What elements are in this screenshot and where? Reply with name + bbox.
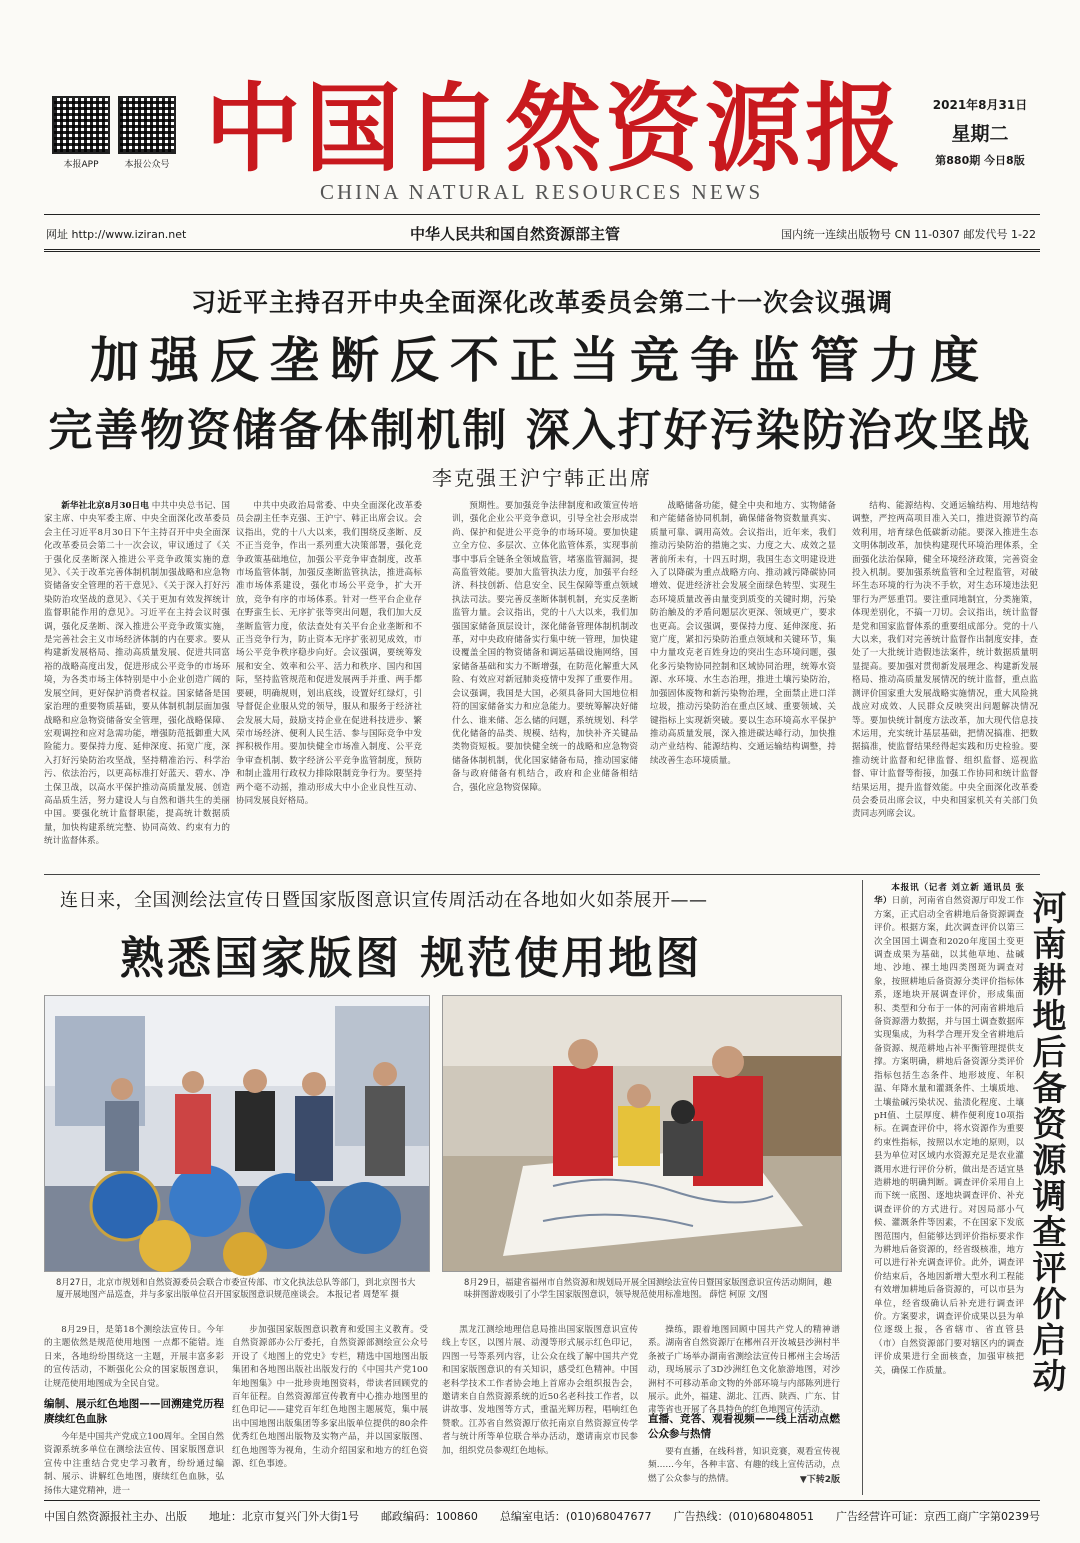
feature-photo-2 — [442, 995, 842, 1272]
sponsor-line: 中华人民共和国自然资源部主管 — [410, 225, 621, 243]
photo-bookstore-globes — [45, 996, 429, 1271]
feature-subhead-1: 编制、展示红色地图——回溯建党历程赓续红色血脉 — [44, 1398, 224, 1426]
photo-map-puzzle-activity — [443, 996, 841, 1271]
photo-2-caption: 8月29日，福建省福州市自然资源和规划局开展全国测绘法宣传日暨国家版图意识宣传活动期间，趣味拼图游戏吸引了小学生国家版图意识，领导规范使用标准地图。 薛恺 柯原 文/图 — [464, 1277, 832, 1299]
feature-headline: 熟悉国家版图 规范使用地图 — [120, 933, 703, 984]
footer-address: 地址：北京市复兴门外大街1号 — [208, 1510, 359, 1523]
lead-dateline: 新华社北京8月30日电 — [61, 501, 149, 511]
lead-subheadline: 李克强王沪宁韩正出席 — [432, 466, 652, 490]
newspaper-title: 中国自然资源报 — [205, 72, 905, 185]
issue-number: 第880期 今日8版 — [935, 154, 1025, 167]
feature-column-3: 黑龙江测绘地理信息局推出国家版图意识宣传线上专区，以图片展、动漫等形式展示红色印记，四图一号等系列内容，让公众在线了解中国共产党和国家版图意识的有关知识，感受红色精神。中国老科学技术工作者协会地上首席办会组织报告会，邀请来自自然资源系统的近50名老科技工作者，以讲故事、发地图等方式，重温光辉历程，唱响红色赞歌。江苏省自然资源厅依托南京自然资源宣传学者与统计所等单位联合举办活动，邀请南京市民参加，组织党员参观红色地标。 — [442, 1325, 638, 1456]
footer-ad-license: 广告经营许可证：京西工商广字第0239号 — [836, 1510, 1040, 1523]
continued-on-page-2[interactable]: ▼下转2版 — [799, 1475, 840, 1485]
footer-postcode: 邮政编码：100860 — [380, 1510, 478, 1523]
serial-number: 国内统一连续出版物号 CN 11-0307 邮发代号 1-22 — [781, 228, 1036, 241]
lead-column-2: 中共中央政治局常委、中央全面深化改革委员会副主任李克强、王沪宁、韩正出席会议。会议指出，党的十八大以来，我们围绕反垄断、反不正当竞争，作出一系列重大决策部署，强化竞争政策基础地位，加强公平竞争审查制度，改革市场监管体制，加强反垄断监管执法，推进高标准市场体系建设，强化市场公平竞争，扩大开放，竞争有序的市场体系。针对一些平台企业存在野蛮生长、无序扩张等突出问题，我们加大反垄断监管力度，依法查处有关平台企业垄断和不正当竞争行为，防止资本无序扩张初见成效，市场公平竞争秩序稳步向好。会议强调，要统筹发展和安全、效率和公平、活力和秩序、国内和国际，坚持监管规范和促进发展两手并重、两手都要硬，明确规则，划出底线，设置好红绿灯，引导督促企业服从党的领导，服从和服务于经济社会发展大局，鼓励支持企业在促进科技进步、繁荣市场经济、便利人民生活、参与国际竞争中发挥积极作用。要加快健全市场准入制度、公平竞争审查机制、数字经济公平竞争监管制度，预防和制止滥用行政权力排除限制竞争行为。要坚持两个毫不动摇，推动形成大中小企业良性互动、协同发展良好格局。 — [236, 501, 422, 806]
footer-rule — [44, 1500, 1040, 1501]
issue-date: 2021年8月31日 — [932, 98, 1028, 112]
qr-code-app[interactable] — [52, 96, 110, 154]
feature-column-4: 操练，跟着地图回顾中国共产党人的精神谱系。湖南省自然资源厅在郴州召开汝城县沙洲村半条被子广场举办湖南省测绘法宣传日郴州主会场活动，现场展示了3D沙洲红色文化旅游地图，对沙洲村不可移动革命文物的外部环境与内部陈列进行展示。此外，福建、湖北、江西、陕西、广东、甘肃等省也开展了各具特色的红色地图宣传活动。 直播、竞答、观看视频——线上活动点燃公众参与热情 要有直播，在线科普，知识竞赛，观看宣传视频……今年，各种丰富、有趣的线上宣传活动，点燃了公众参与的热情。 ▼下转2版 — [648, 1324, 840, 1496]
sidebar-column: 本报讯（记者 刘立新 通讯员 张华）日前，河南省自然资源厅印发工作方案，正式启动全省耕地后备资源调查评价。根据方案，此次调查评价以第三次全国国土调查和2020年度国土变更调查成果为基础，以其他草地、盐碱地、沙地、裸土地四类图斑为调查对象，按照耕地后备资源分类评价指标体系，逐地块开展调查评价，形成集面积、类型和分布于一体的河南省耕地后备资源潜力数据，并与国土调查数据库实现集成，为科学合理开发全省耕地后备资源、规范耕地占补平衡管理提供支撑。方案明确，耕地后备资源分类评价指标包括生态条件、地形坡度、年积温、年降水量和灌溉条件、土壤质地、土壤盐碱污染状况、盐渍化程度、土壤pH值、土层厚度、耕作便利度10项指标。在调查评价中，将水资源作为重要约束性指标，按照以水定地的原则，以县为单位对区域内水资源充足是农业灌溉用水进行评价分析，做出是否适宜垦造耕地的明确判断。调查评价采用自上而下统一底图、逐地块调查评价、补充调查评价的方式进行。对因局部小气候、灌溉条件等因素，不在国家下发底图范围内，但能够达到评价指标要求作为耕地后备资源的，经省级核准，地方可以进行补充调查评价。此外，调查评价结束后，各地因新增大型水利工程能有效增加耕地后备资源的，可以市县为单位，经省级确认后补充进行调查评价。方案要求，调查评价成果以县为单位逐级上报，各省辖市、省直管县（市）自然资源部门要对辖区内的调查评价成果进行全面核查，加强审核把关，确保工作质量。 — [874, 883, 1024, 1376]
footer-publisher: 中国自然资源报社主办、出版 — [44, 1510, 187, 1523]
lead-column-4: 战略储备功能，健全中央和地方、实物储备和产能储备协同机制，确保储备物资数量真实、质量可靠、调用高效。会议指出，近年来，我们推动污染防治的措施之实、力度之大、成效之显著前所未有，十四五时期，我国生态文明建设进入了以降碳为重点战略方向、推动减污降碳协同增效、促进经济社会发展全面绿色转型、实现生态环境质量改善由量变到质变的关键时期，污染防治触及的矛盾问题层次更深、领域更广，要求也更高。会议强调，要保持力度、延伸深度、拓宽广度，紧扣污染防治重点领域和关键环节，集中力量攻克老百姓身边的突出生态环境问题，强化多污染物协同控制和区域协同治理，统筹水资源、水环境、水生态治理，推进土壤污染防治，加强固体废物和新污染物治理，全面禁止进口洋垃圾，推动污染防治在重点区域、重要领域、关键指标上实现新突破。要以生态环境高水平保护推动高质量发展，深入推进碳达峰行动，加快推动产业结构、能源结构、交通运输结构调整，持续改善生态环境质量。 — [650, 501, 836, 766]
feature-kicker: 连日来，全国测绘法宣传日暨国家版图意识宣传周活动在各地如火如荼展开—— — [60, 890, 708, 911]
lead-kicker: 习近平主持召开中央全面深化改革委员会第二十一次会议强调 — [190, 288, 893, 317]
footer-editor-phone: 总编室电话：(010)68047677 — [499, 1510, 652, 1523]
feature-subhead-2: 直播、竞答、观看视频——线上活动点燃公众参与热情 — [648, 1413, 840, 1440]
feature-photo-1 — [44, 995, 430, 1272]
sidebar-headline: 河南耕地后备资源调查评价启动 — [1026, 890, 1066, 1394]
qr-caption-app: 本报APP — [63, 160, 99, 170]
qr-code-wechat[interactable] — [118, 96, 176, 154]
newspaper-english-title: CHINA NATURAL RESOURCES NEWS — [320, 180, 764, 204]
footer — [44, 1508, 1040, 1524]
lead-headline-1: 加强反垄断反不正当竞争监管力度 — [89, 332, 990, 389]
feature-column-2: 步加强国家版图意识教育和爱国主义教育。受自然资源部办公厅委托，自然资源部测绘宣公众号开设了《地图上的党史》专栏，精选中国地图出版集团和各地图出版社出版发行的《中国共产党100年地图集》中一批珍贵地图资料，带读者回顾党的百年征程。自然资源部宣传教育中心推办地图里的红色印记——建党百年红色地图主题展览，集中展出中国地图出版集团等多家出版单位提供的80余件优秀红色地图出版物及实物产品，并以国家版图、红色地图等为视角，生动介绍国家和地方的红色资源、红色事迹。 — [232, 1325, 428, 1470]
lead-headline-2: 完善物资储备体制机制 深入打好污染防治攻坚战 — [48, 405, 1032, 456]
issue-weekday: 星期二 — [951, 123, 1009, 145]
photo-1-caption: 8月27日，北京市规划和自然资源委员会联合市委宣传部、市文化执法总队等部门，到北京图书大厦开展地图产品巡查，并与多家出版单位召开国家版图意识规范座谈会。 本报记者 周楚军 摄 — [56, 1277, 416, 1299]
masthead-rule-bottom — [44, 249, 1040, 252]
website-link[interactable]: 网址 http://www.iziran.net — [46, 228, 187, 241]
sidebar-byline: 本报讯（记者 刘立新 通讯员 张华） — [874, 883, 1024, 907]
section-divider — [44, 874, 1040, 875]
masthead-rule-top — [44, 214, 1040, 215]
qr-caption-wechat: 本报公众号 — [124, 160, 170, 170]
footer-ad-phone: 广告热线：(010)68048051 — [673, 1510, 815, 1523]
lead-column-1: 新华社北京8月30日电 中共中央总书记、国家主席、中央军委主席、中央全面深化改革委员会主任习近平8月30日下午主持召开中央全面深化改革委员会第二十一次会议，审议通过了《关于强化反垄断深入推进公平竞争政策实施的意见》、《关于改革完善体制机制加强战略和应急物资储备安全管理的若干意见》、《关于深入打好污染防治攻坚战的意见》、《关于更加有效发挥统计监督职能作用的意见》。习近平在主持会议时强调，强化反垄断、深入推进公平竞争政策实施，是完善社会主义市场经济体制的内在要求。要从构建新发展格局、推动高质量发展、促进共同富裕的战略高度出发，促进形成公平竞争的市场环境，为各类市场主体特别是中小企业创造广阔的发展空间，更好保护消费者权益。国家储备是国家治理的重要物质基础，要从体制机制层面加强战略和应急物资储备安全管理，强化战略保障、宏观调控和应对急需功能，增强防范抵御重大风险能力。要保持力度、延伸深度、拓宽广度，深入打好污染防治攻坚战，坚持精准治污、科学治污、依法治污，以更高标准打好蓝天、碧水、净土保卫战，以高水平保护推动高质量发展、创造高品质生活，努力建设人与自然和谐共生的美丽中国。要强化统计监督职能，提高统计数据质量，加快构建系统完整、协同高效、约束有力的统计监督体系。 — [44, 501, 230, 847]
date-block — [920, 96, 1040, 168]
sidebar-divider — [862, 880, 863, 1495]
lead-column-3: 预期性。要加强竞争法律制度和政策宣传培训，强化企业公平竞争意识，引导全社会形成崇尚、保护和促进公平竞争的市场环境。要加快建立全方位、多层次、立体化监管体系，实现事前事中事后全链条全领域监管，堵塞监管漏洞，提高监管效能。要加大监管执法力度，加强平台经济、科技创新、信息安全、民生保障等重点领域执法司法。要完善反垄断体制机制，充实反垄断监管力量。会议指出，党的十八大以来，我们加强国家储备顶层设计，深化储备管理体制机制改革，对中央政府储备实行集中统一管理，加快建设覆盖全国的物资储备和调运基础设施网络，国家储备基础和实力不断增强，在防范化解重大风险、有效应对新冠肺炎疫情中发挥了重要作用。会议强调，我国是大国，必须具备同大国地位相符的国家储备实力和应急能力。要统筹解决好储什么、谁来储、怎么储的问题，系统规划、科学优化储备的品类、规模、结构，加快补齐关键品类物资短板。要加快健全统一的战略和应急物资储备体制机制，优化国家储备布局，推动国家储备与政府储备有机结合，政府和企业储备相结合，强化应急物资保障。 — [452, 501, 638, 793]
lead-column-5: 结构、能源结构、交通运输结构、用地结构调整，严控两高项目准入关口，推进资源节约高效利用，培育绿色低碳新动能。要深入推进生态文明体制改革，加快构建现代环境治理体系，全面强化法治保障，健全环境经济政策，完善资金投入机制。要加强系统监管和全过程监管，对破坏生态环境的行为决不手软，对生态环境违法犯罪行为严惩重罚。要注重同地制宜，分类施策，体现差别化，不搞一刀切。会议指出，统计监督是党和国家监督体系的重要组成部分。党的十八大以来，我们对完善统计监督作出制度安排，查处了一大批统计造假违法案件，统计数据质量明显提高。要加强对贯彻新发展理念、构建新发展格局、推动高质量发展情况的统计监督，重点监测评价国家重大发展战略实施情况，重大风险挑战应对成效、人民群众反映突出问题解决情况等。要加快统计制度方法改革，加大现代信息技术运用，充实统计基层基础，把情况搞准、把数据搞准，使监督结果经得起实践和历史检验。要推动统计监督和纪律监督、组织监督、巡视监督、审计监督等衔接，加强工作协同和统计监督结果运用，提升监督效能。中央全面深化改革委员会委员出席会议，中央和国家机关有关部门负责同志列席会议。 — [852, 501, 1038, 820]
feature-column-1: 8月29日，是第18个测绘法宣传日。今年的主题依然是规范使用地图 一点都不能错。连日来，各地纷纷围绕这一主题，开展丰富多彩的宣传活动，不断强化公众的国家版图意识，让规范使用地图成为全民自觉。 编制、展示红色地图——回溯建党历程赓续红色血脉 今年是中国共产党成立100周年。全国自然资源系统多单位在测绘法宣传、国家版图意识宣传中注重结合党史学习教育，纷纷通过编制、展示、讲解红色地图，赓续红色血脉，弘扬伟大建党精神，进一 — [44, 1325, 224, 1496]
